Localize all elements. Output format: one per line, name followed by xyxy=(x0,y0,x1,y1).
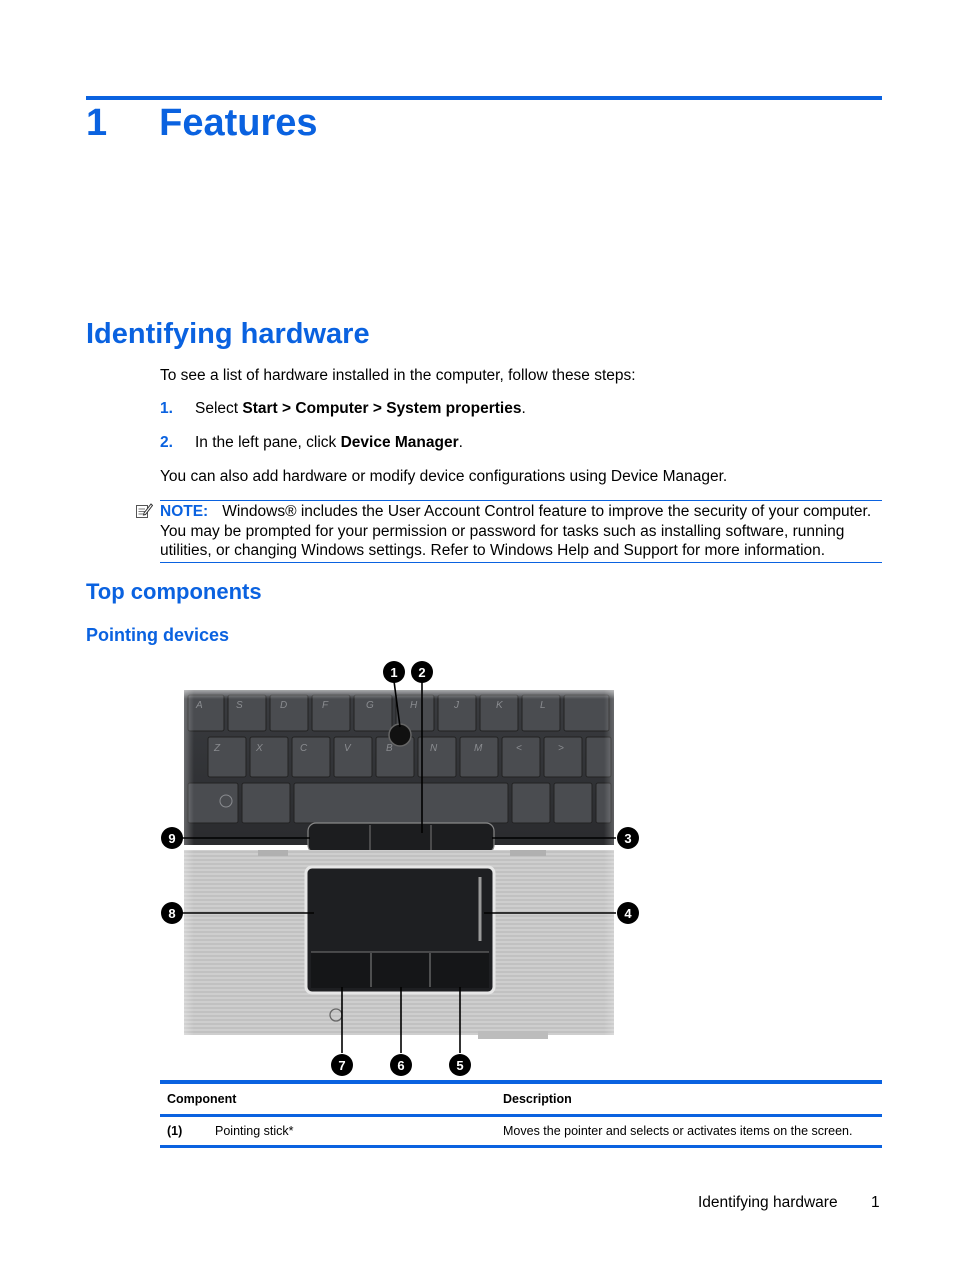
touchpad-buttons xyxy=(311,952,489,988)
callout-3 xyxy=(617,827,639,849)
chapter-number: 1 xyxy=(86,102,108,144)
callout-5 xyxy=(449,1054,471,1076)
note-pencil-icon xyxy=(135,502,153,520)
svg-text:S: S xyxy=(236,700,243,711)
intro-paragraph: To see a list of hardware installed in the computer, follow these steps: xyxy=(160,367,636,384)
chapter-title: Features xyxy=(159,102,318,144)
callout-8 xyxy=(161,902,183,924)
table-top-rule xyxy=(160,1080,882,1084)
svg-text:G: G xyxy=(366,700,374,711)
footer-section: Identifying hardware xyxy=(698,1194,838,1211)
svg-text:Z: Z xyxy=(214,743,221,754)
svg-text:A: A xyxy=(196,700,203,711)
note-box xyxy=(160,500,882,563)
upper-buttons xyxy=(308,823,494,853)
svg-text:L: L xyxy=(540,700,546,711)
svg-text:4: 4 xyxy=(624,906,632,921)
step-2-number: 2. xyxy=(160,434,173,451)
pointing-devices-figure xyxy=(158,655,646,1080)
svg-text:1: 1 xyxy=(390,665,398,680)
section-title: Identifying hardware xyxy=(86,318,370,350)
svg-text:N: N xyxy=(430,743,438,754)
svg-text:K: K xyxy=(496,700,503,711)
table-row-number: (1) xyxy=(167,1124,183,1138)
step-1-number: 1. xyxy=(160,400,173,417)
callout-6 xyxy=(390,1054,412,1076)
svg-text:3: 3 xyxy=(624,831,632,846)
note-label: NOTE: xyxy=(160,503,209,520)
table-header-rule xyxy=(160,1114,882,1117)
callout-4 xyxy=(617,902,639,924)
chapter-heading xyxy=(86,102,318,145)
table-row-component: Pointing stick* xyxy=(215,1124,294,1138)
callout-1 xyxy=(383,661,405,683)
svg-text:>: > xyxy=(558,743,564,754)
step-2-text: In the left pane, click Device Manager. xyxy=(195,434,463,451)
step-1-text: Select Start > Computer > System properties. xyxy=(195,400,526,417)
svg-text:6: 6 xyxy=(397,1058,405,1073)
pointing-stick xyxy=(389,724,411,746)
callout-2 xyxy=(411,661,433,683)
svg-text:8: 8 xyxy=(168,906,176,921)
svg-text:9: 9 xyxy=(168,831,176,846)
table-bottom-rule xyxy=(160,1145,882,1148)
svg-text:M: M xyxy=(474,743,483,754)
subsubsection-title: Pointing devices xyxy=(86,625,230,645)
svg-text:J: J xyxy=(454,700,459,711)
after-steps-paragraph: You can also add hardware or modify device configurations using Device Manager. xyxy=(160,468,728,485)
table-header-description: Description xyxy=(503,1092,572,1106)
svg-text:H: H xyxy=(410,700,418,711)
footer-page-number: 1 xyxy=(871,1194,880,1211)
svg-text:V: V xyxy=(344,743,351,754)
note-text: Windows® includes the User Account Control feature to improve the security of your computer. You may be prompted for your permission or password for tasks such as installing software, running utilities, or changing Windows settings. Refer to Windows Help and Support for more information. xyxy=(160,503,872,559)
table-header-component: Component xyxy=(167,1092,237,1106)
chapter-rule xyxy=(86,96,882,100)
svg-text:D: D xyxy=(280,700,288,711)
svg-text:X: X xyxy=(256,743,263,754)
svg-text:5: 5 xyxy=(456,1058,464,1073)
svg-text:B: B xyxy=(386,743,393,754)
svg-text:F: F xyxy=(322,700,329,711)
svg-text:2: 2 xyxy=(418,665,426,680)
keyboard-keys xyxy=(188,695,611,823)
svg-text:C: C xyxy=(300,743,308,754)
table-row-description: Moves the pointer and selects or activates items on the screen. xyxy=(503,1124,853,1138)
svg-text:7: 7 xyxy=(338,1058,346,1073)
callout-9 xyxy=(161,827,183,849)
subsection-title: Top components xyxy=(86,579,262,604)
svg-text:<: < xyxy=(516,743,522,754)
callout-7 xyxy=(331,1054,353,1076)
